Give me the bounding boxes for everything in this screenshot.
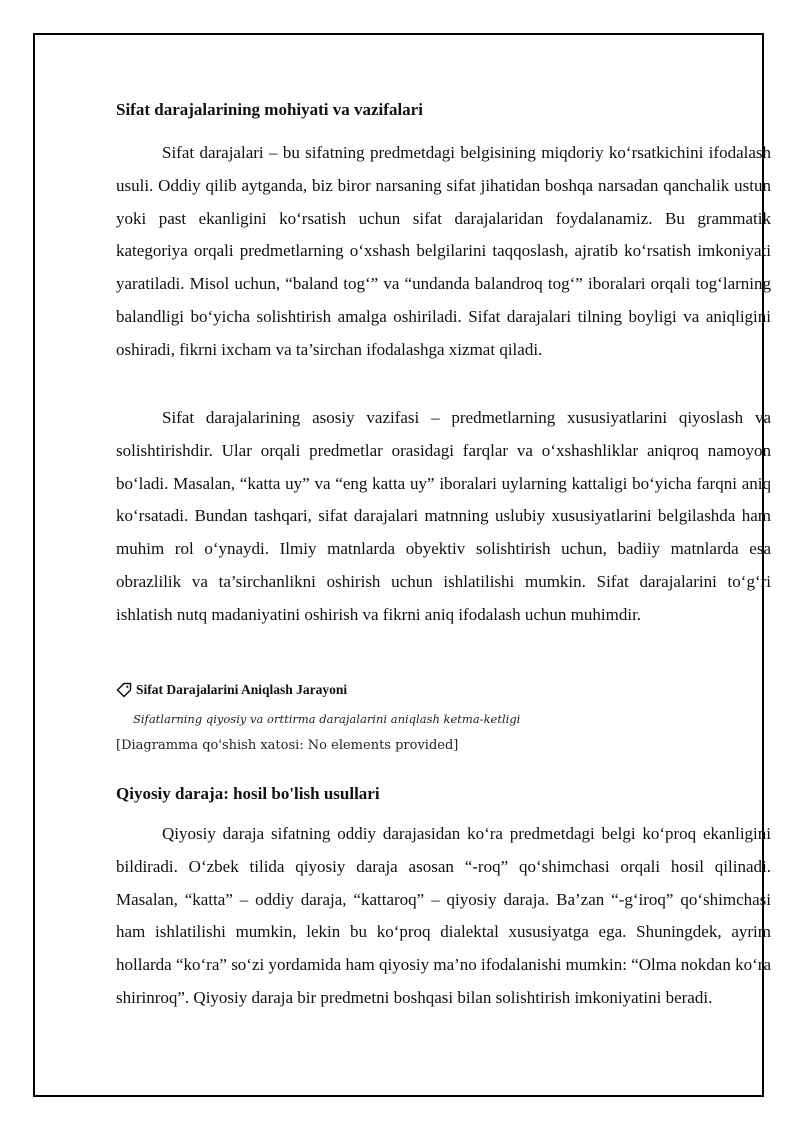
paragraph: Qiyosiy daraja sifatning oddiy darajasidan ko‘ra predmetdagi belgi ko‘proq ekanligini bildiradi. O‘zbek tilida qiyosiy daraja asosan “-roq” qo‘shimchasi orqali hosil qilinadi. Masalan, “katta” – oddiy daraja, “kattaroq” – qiyosiy daraja. Ba’zan “-g‘iroq” qo‘shimchasi ham ishlatilishi mumkin, lekin bu ko‘proq dialektal xususiyatga ega. Shuningdek, ayrim hollarda “ko‘ra” so‘zi yordamida ham qiyosiy ma’no ifodalanishi mumkin: “Olma nokdan ko‘ra shirinroq”. Qiyosiy daraja bir predmetni boshqasi bilan solishtirish imkoniyatini beradi. bbox=[116, 824, 771, 1007]
section-heading: Qiyosiy daraja: hosil bo'lish usullari bbox=[116, 784, 380, 803]
diagram-title-text: Sifat Darajalarini Aniqlash Jarayoni bbox=[136, 682, 348, 697]
paragraph: Sifat darajalarining asosiy vazifasi – predmetlarning xususiyatlarini qiyoslash va solishtirishdir. Ular orqali predmetlar orasidagi farqlar va o‘xshashliklar aniqroq namoyon bo‘ladi. Masalan, “katta uy” va “eng katta uy” iboralari uylarning kattaligi bo‘yicha farqni aniq ko‘rsatadi. Bundan tashqari, sifat darajalari matnning uslubiy xususiyatlarini belgilashda ham muhim rol o‘ynaydi. Ilmiy matnlarda obyektiv solishtirish uchun, badiiy matnlarda esa obrazlilik va ta’sirchanlikni oshirish uchun ishlatilishi mumkin. Sifat darajalarini to‘g‘ri ishlatish nutq madaniyatini oshirish va fikrni aniq ifodalash uchun muhimdir. bbox=[116, 408, 771, 624]
paragraph: Sifat darajalari – bu sifatning predmetdagi belgisining miqdoriy ko‘rsatkichini ifodalash usuli. Oddiy qilib aytganda, biz biror narsaning sifat jihatidan boshqa narsadan qanchalik ustun yoki past ekanligini ko‘rsatish uchun sifat darajalaridan foydalanamiz. Bu grammatik kategoriya orqali predmetlarning o‘xshash belgilarini taqqoslash, ajratib ko‘rsatish imkoniyati yaratiladi. Misol uchun, “baland tog‘” va “undanda balandroq tog‘” iboralari orqali tog‘larning balandligi bo‘yicha solishtirish amalga oshiriladi. Sifat darajalari tilning boyligi va aniqligini oshiradi, fikrni ixcham va ta’sirchan ifodalashga xizmat qiladi. bbox=[116, 143, 771, 359]
diagram-subtitle: Sifatlarning qiyosiy va orttirma darajalarini aniqlash ketma-ketligi bbox=[133, 712, 521, 726]
diagram-error-message: [Diagramma qo'shish xatosi: No elements provided] bbox=[116, 738, 459, 753]
diagram-title bbox=[116, 682, 347, 698]
section-heading: Sifat darajalarining mohiyati va vazifalari bbox=[116, 100, 423, 119]
tag-icon bbox=[116, 682, 132, 698]
